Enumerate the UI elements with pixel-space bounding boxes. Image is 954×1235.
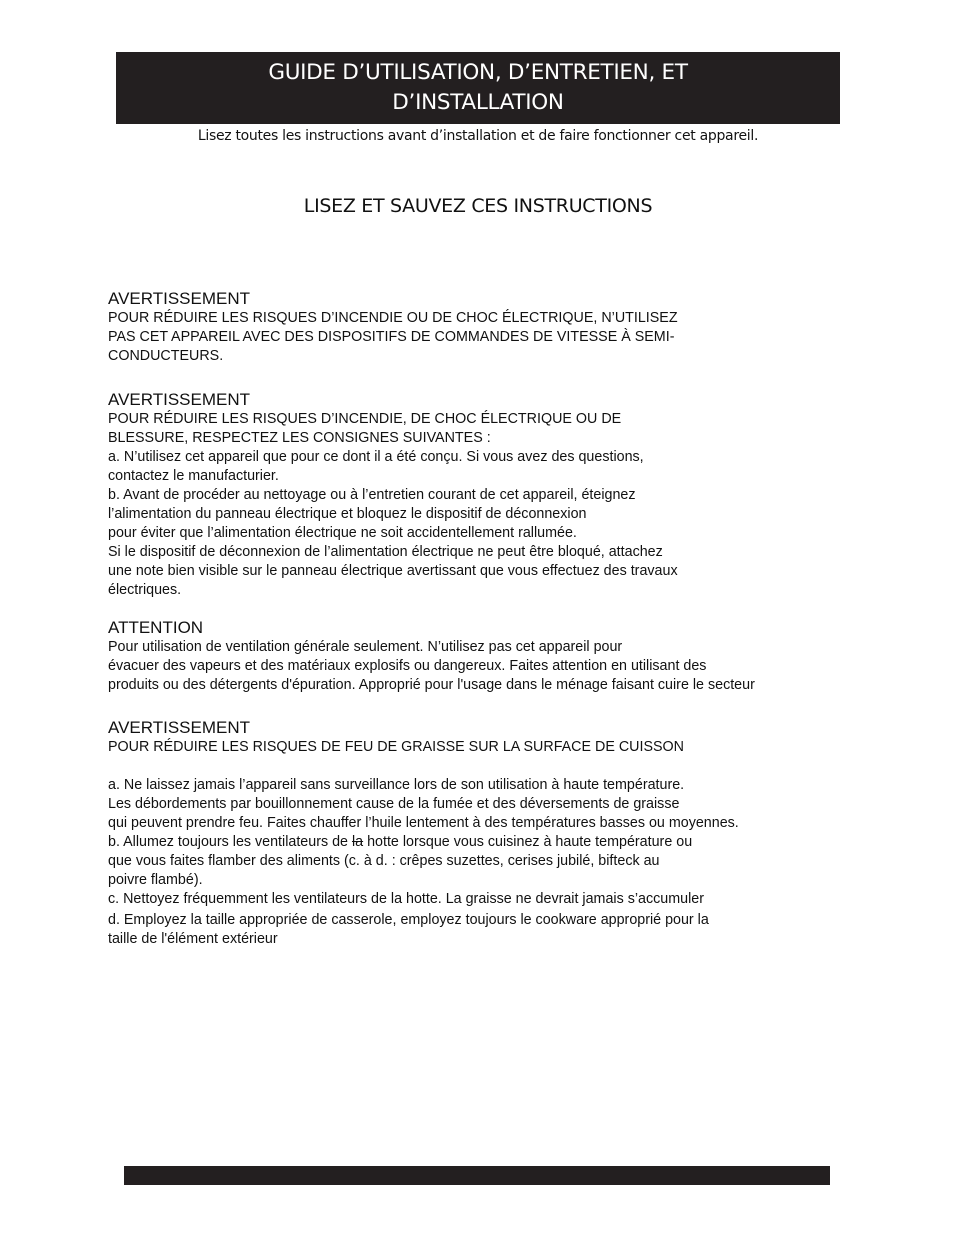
text-line: poivre flambé). (108, 872, 203, 888)
text-line: PAS CET APPAREIL AVEC DES DISPOSITIFS DE COMMANDES DE VITESSE À SEMI- (108, 329, 675, 345)
caution-section (108, 618, 848, 695)
warning-section-1 (108, 289, 848, 366)
text-line: POUR RÉDUIRE LES RISQUES D’INCENDIE OU DE CHOC ÉLECTRIQUE, N’UTILISEZ (108, 310, 678, 326)
main-heading: LISEZ ET SAUVEZ CES INSTRUCTIONS (303, 195, 653, 217)
document-subtitle: Lisez toutes les instructions avant d’installation et de faire fonctionner cet appareil. (197, 128, 759, 144)
text-line: contactez le manufacturier. (108, 468, 279, 484)
text-line: taille de l'élément extérieur (108, 931, 278, 947)
text-line: une note bien visible sur le panneau électrique avertissant que vous effectuez des travaux (108, 563, 678, 579)
text-line: produits ou des détergents d'épuration. Approprié pour l'usage dans le ménage faisant cuire le secteur (108, 677, 755, 693)
text-line: a. N’utilisez cet appareil que pour ce dont il a été conçu. Si vous avez des questions, (108, 449, 644, 465)
footer-bar (124, 1166, 830, 1185)
section-heading: ATTENTION (108, 618, 204, 637)
text-line: évacuer des vapeurs et des matériaux explosifs ou dangereux. Faites attention en utilisant des (108, 658, 707, 674)
text-line: POUR RÉDUIRE LES RISQUES DE FEU DE GRAISSE SUR LA SURFACE DE CUISSON (108, 739, 684, 755)
list-item: c. Nettoyez fréquemment les ventilateurs de la hotte. La graisse ne devrait jamais s’accumuler (108, 891, 704, 907)
list-item: a. Ne laissez jamais l’appareil sans surveillance lors de son utilisation à haute température. (108, 777, 685, 793)
text-line: BLESSURE, RESPECTEZ LES CONSIGNES SUIVANTES : (108, 430, 491, 446)
warning-section-3 (108, 718, 848, 949)
list-item (108, 833, 848, 852)
text-line: Si le dispositif de déconnexion de l’alimentation électrique ne peut être bloqué, attachez (108, 544, 663, 560)
text-line: POUR RÉDUIRE LES RISQUES D’INCENDIE, DE CHOC ÉLECTRIQUE OU DE (108, 411, 622, 427)
text-line: Pour utilisation de ventilation générale seulement. N’utilisez pas cet appareil pour (108, 639, 623, 655)
text-segment: hotte lorsque vous cuisinez à haute température ou (363, 834, 693, 850)
text-line: qui peuvent prendre feu. Faites chauffer l’huile lentement à des températures basses ou moyennes. (108, 815, 739, 831)
text-line: Les débordements par bouillonnement cause de la fumée et des déversements de graisse (108, 796, 680, 812)
section-heading: AVERTISSEMENT (108, 289, 251, 308)
text-segment: b. Allumez toujours les ventilateurs de (108, 834, 352, 850)
text-line: que vous faites flamber des aliments (c. à d. : crêpes suzettes, cerises jubilé, bifteck au (108, 853, 660, 869)
text-line: b. Avant de procéder au nettoyage ou à l’entretien courant de cet appareil, éteignez (108, 487, 636, 503)
section-heading: AVERTISSEMENT (108, 718, 251, 737)
document-title-line2: D’INSTALLATION (392, 90, 564, 115)
text-line: pour éviter que l’alimentation électrique ne soit accidentellement rallumée. (108, 525, 577, 541)
warning-section-2 (108, 390, 848, 600)
text-line: l’alimentation du panneau électrique et bloquez le dispositif de déconnexion (108, 506, 587, 522)
section-heading: AVERTISSEMENT (108, 390, 251, 409)
text-line: CONDUCTEURS. (108, 348, 224, 364)
list-item: d. Employez la taille appropriée de casserole, employez toujours le cookware approprié pour la (108, 912, 709, 928)
text-line: électriques. (108, 582, 182, 598)
document-title-line1: GUIDE D’UTILISATION, D’ENTRETIEN, ET (268, 60, 688, 85)
document-title-bar (116, 52, 840, 124)
struck-text: la (351, 834, 364, 850)
